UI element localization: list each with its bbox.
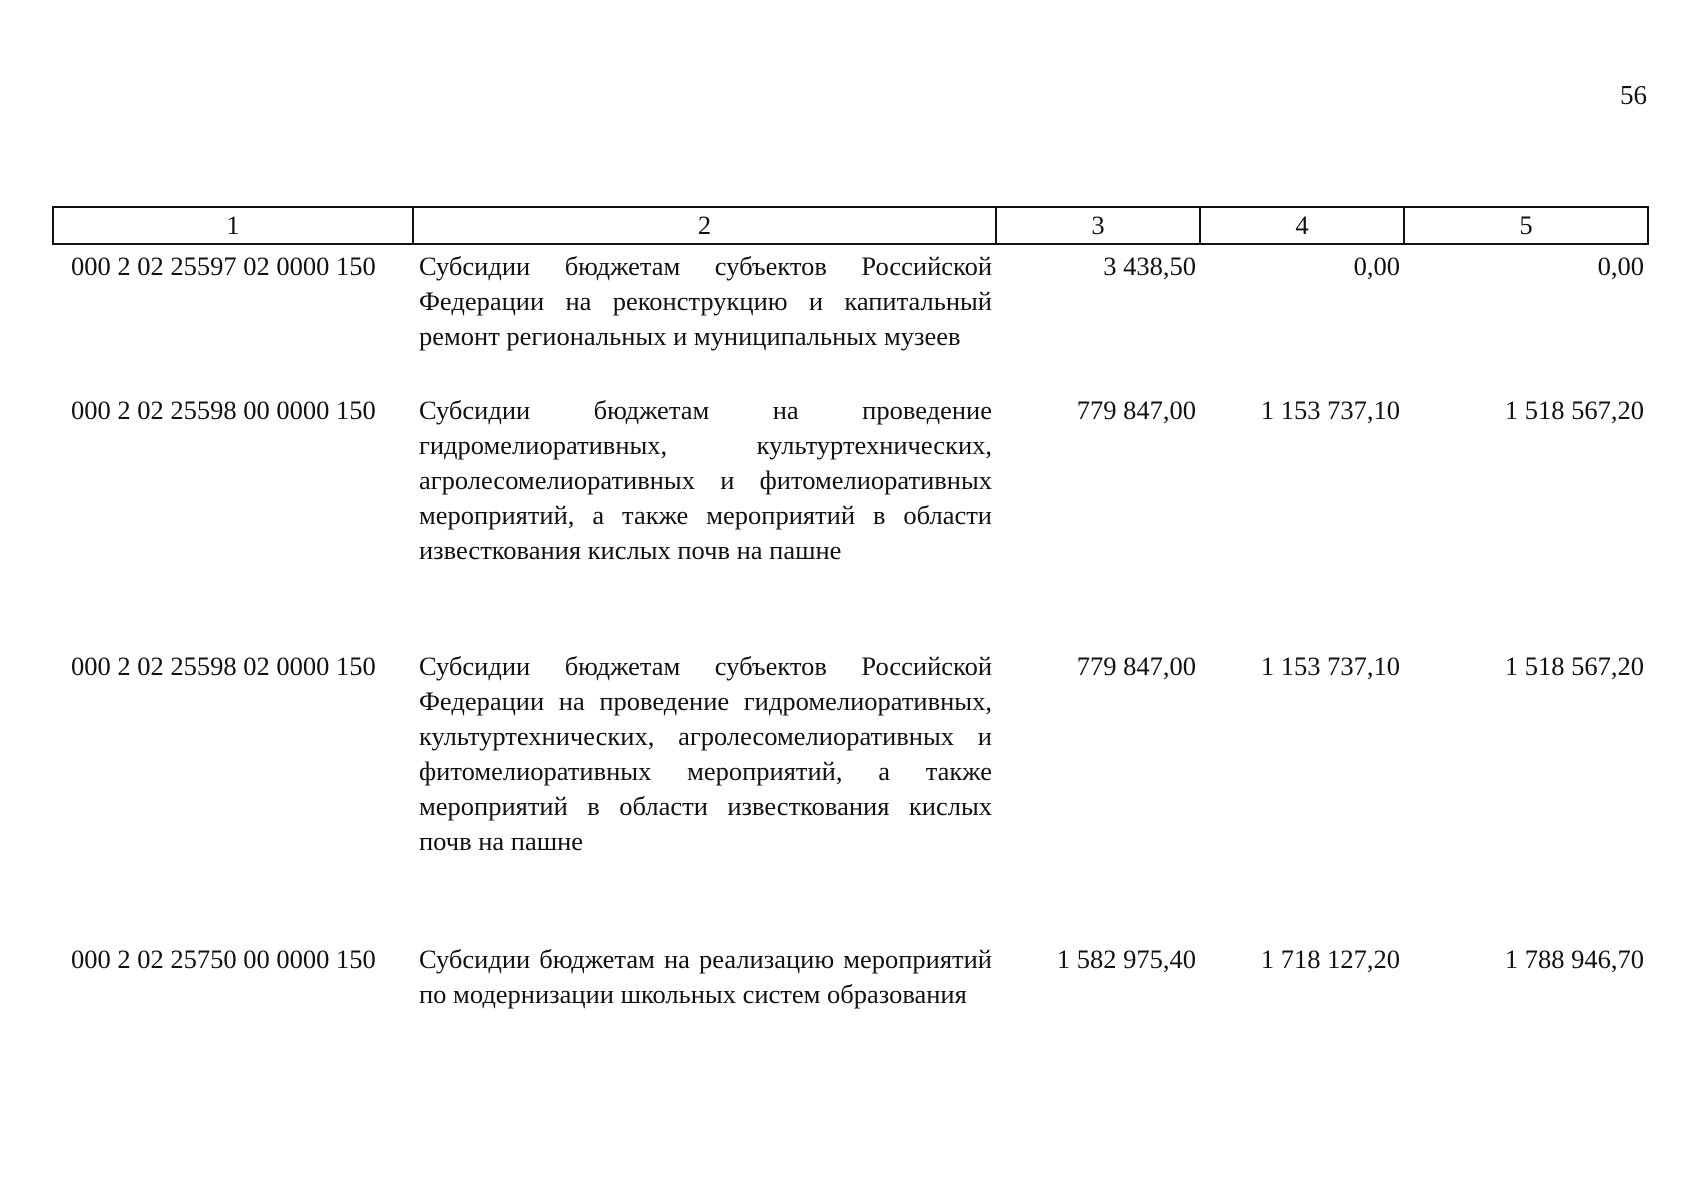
description-cell: Субсидии бюджетам субъектов Российской Федерации на реконструкцию и капитальный ремонт региональных и муниципальных музеев bbox=[419, 251, 992, 351]
table-body bbox=[53, 244, 1648, 1052]
amount-col4-cell: 1 718 127,20 bbox=[1260, 944, 1400, 974]
budget-code-cell: 000 2 02 25750 00 0000 150 bbox=[71, 944, 376, 974]
amount-col4-cell: 1 153 737,10 bbox=[1260, 395, 1400, 425]
amount-col3-cell: 779 847,00 bbox=[1076, 395, 1196, 425]
table-row bbox=[53, 393, 1648, 649]
amount-col5-cell: 1 518 567,20 bbox=[1504, 651, 1644, 681]
table-row bbox=[53, 942, 1648, 1052]
header-row bbox=[53, 207, 1648, 244]
header-cell-2: 2 bbox=[413, 207, 996, 244]
budget-code-cell: 000 2 02 25598 02 0000 150 bbox=[71, 651, 376, 681]
description-cell: Субсидии бюджетам на проведение гидромелиоративных, культуртехнических, агролесомелиоративных и фитомелиоративных мероприятий, а также мероприятий в области известкования кислых почв на пашне bbox=[419, 395, 992, 565]
budget-table bbox=[52, 206, 1649, 1052]
amount-col3-cell: 779 847,00 bbox=[1076, 651, 1196, 681]
amount-col4-cell: 1 153 737,10 bbox=[1260, 651, 1400, 681]
amount-col3-cell: 1 582 975,40 bbox=[1056, 944, 1196, 974]
table-row bbox=[53, 649, 1648, 942]
budget-code-cell: 000 2 02 25597 02 0000 150 bbox=[71, 251, 376, 281]
header-cell-5: 5 bbox=[1404, 207, 1648, 244]
description-cell: Субсидии бюджетам субъектов Российской Федерации на проведение гидромелиоративных, культуртехнических, агролесомелиоративных и фитомелиоративных мероприятий, а также мероприятий в области известкования кислых почв на пашне bbox=[419, 651, 992, 856]
header-cell-4: 4 bbox=[1200, 207, 1404, 244]
page-number: 56 bbox=[1620, 80, 1647, 110]
amount-col5-cell: 1 518 567,20 bbox=[1504, 395, 1644, 425]
amount-col5-cell: 1 788 946,70 bbox=[1504, 944, 1644, 974]
amount-col5-cell: 0,00 bbox=[1597, 251, 1644, 281]
amount-col4-cell: 0,00 bbox=[1353, 251, 1400, 281]
amount-col3-cell: 3 438,50 bbox=[1103, 251, 1196, 281]
header-cell-1: 1 bbox=[53, 207, 413, 244]
description-cell: Субсидии бюджетам на реализацию мероприятий по модернизации школьных систем образования bbox=[419, 944, 992, 1009]
header-cell-3: 3 bbox=[996, 207, 1200, 244]
table-header bbox=[53, 207, 1648, 244]
budget-code-cell: 000 2 02 25598 00 0000 150 bbox=[71, 395, 376, 425]
table-row bbox=[53, 244, 1648, 393]
